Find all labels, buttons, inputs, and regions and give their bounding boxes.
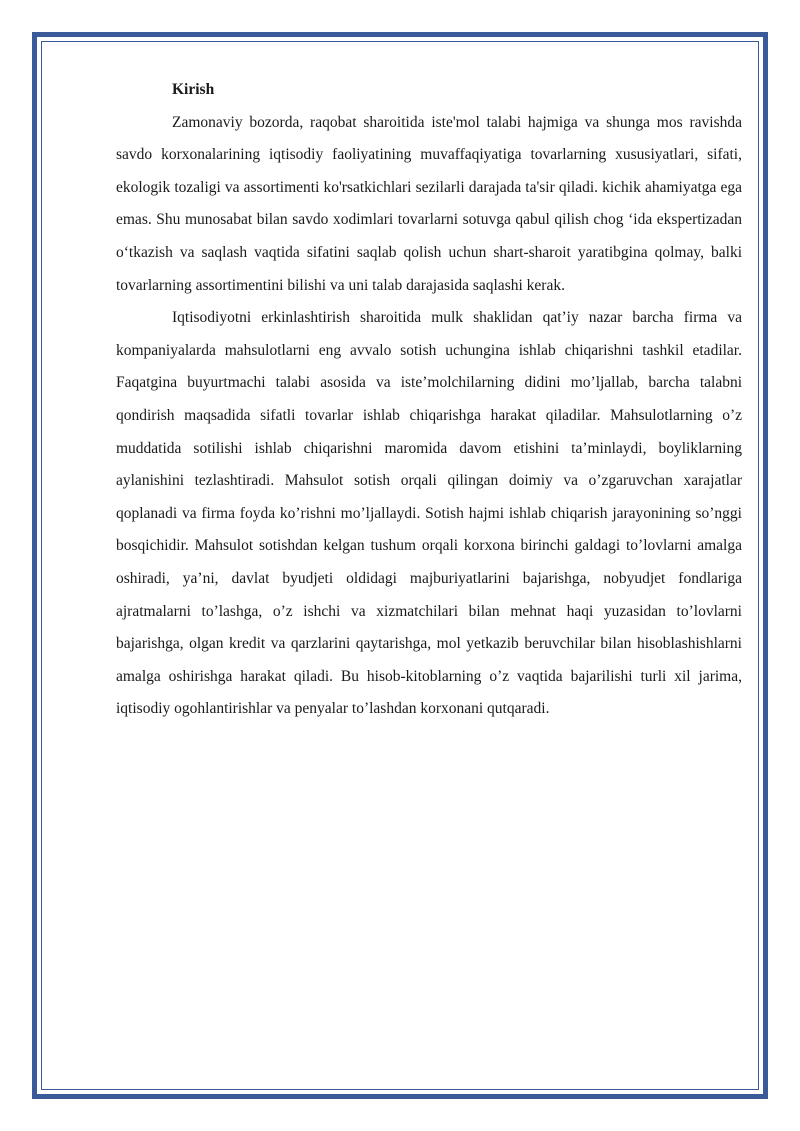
paragraph-1: Zamonaviy bozorda, raqobat sharoitida iste'mol talabi hajmiga va shunga mos ravishda savdo korxonalarining iqtisodiy faoliyatining muvaffaqiyatiga tovarlarning xususiyatlari, sifati, ekologik tozaligi va assortimenti ko'rsatkichlari sezilarli darajada ta'sir qiladi. kichik ahamiyatga ega emas. Shu munosabat bilan savdo xodimlari tovarlarni sotuvga qabul qilish chog ‘ida ekspertizadan o‘tkazish va saqlash vaqtida sifatini saqlab qolish uchun shart-sharoit yaratibgina qolmay, balki tovarlarning assortimentini bilishi va uni talab darajasida saqlashi kerak. bbox=[116, 113, 742, 294]
paragraph-2: Iqtisodiyotni erkinlashtirish sharoitida mulk shaklidan qat’iy nazar barcha firma va kompaniyalarda mahsulotlarni eng avvalo sotish uchungina ishlab chiqarishni tashkil etadilar. Faqatgina buyurtmachi talabi asosida va iste’molchilarning didini mo’ljallab, barcha talabni qondirish maqsadida sifatli tovarlar ishlab chiqarishga harakat qiladilar. Mahsulotlarning o’z muddatida sotilishi ishlab chiqarishni maromida davom etishini ta’minlaydi, boyliklarning aylanishini tezlashtiradi. Mahsulot sotish orqali qilingan doimiy va o’zgaruvchan xarajatlar qoplanadi va firma foyda ko’rishni mo’ljallaydi. Sotish hajmi ishlab chiqarish jarayonining so’nggi bosqichidir. Mahsulot sotishdan kelgan tushum orqali korxona birinchi galdagi to’lovlarni amalga oshiradi, ya’ni, davlat byudjeti oldidagi majburiyatlarini bajarishga, nobyudjet fondlariga ajratmalarni to’lashga, o’z ishchi va xizmatchilari bilan mehnat haqi yuzasidan to’lovlarni bajarishga, olgan kredit va qarzlarini qaytarishga, mol yetkazib beruvchilar bilan hisoblashishlarni amalga oshirishga harakat qiladi. Bu hisob-kitoblarning o’z vaqtida bajarilishi turli xil jarima, iqtisodiy ogohlantirishlar va penyalar to’lashdan korxonani qutqaradi. bbox=[116, 309, 742, 718]
document-body bbox=[116, 74, 742, 726]
document-heading: Kirish bbox=[172, 81, 215, 98]
